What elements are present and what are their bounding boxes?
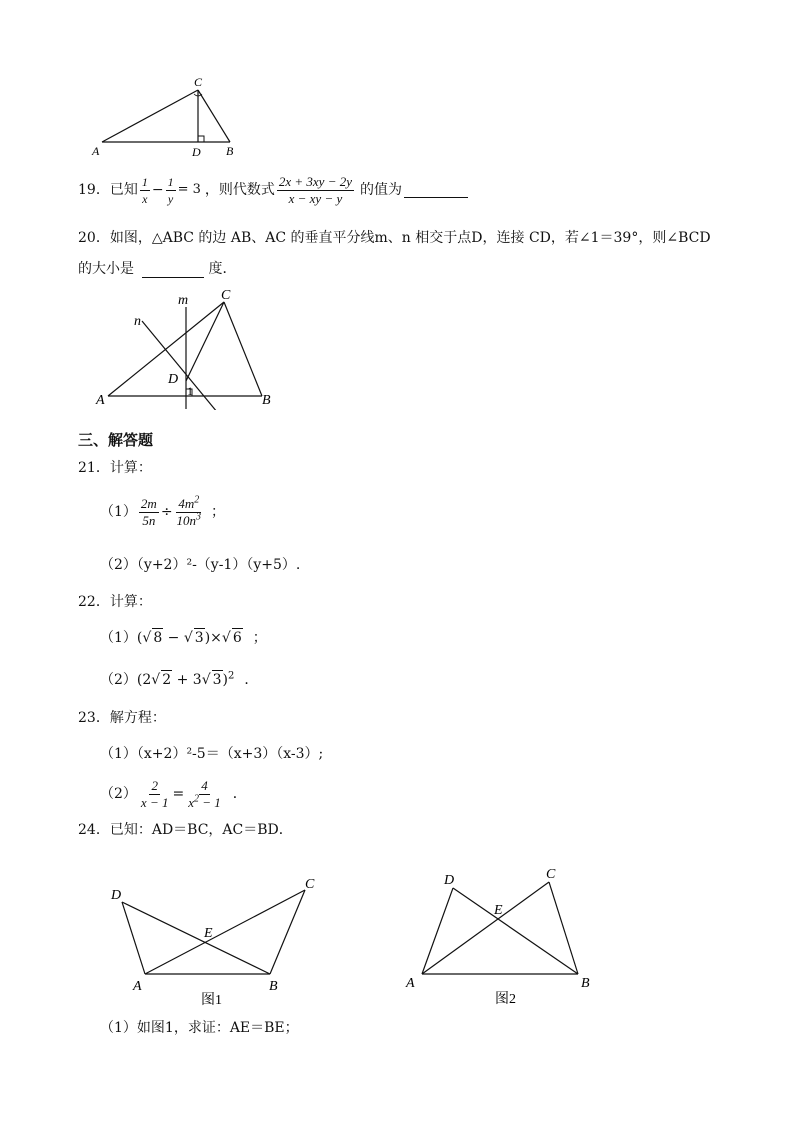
part-end: ； bbox=[252, 630, 267, 646]
question-number: 22． bbox=[78, 594, 110, 610]
fraction-1-over-y: $\frac{1}{y}$ bbox=[167, 174, 174, 206]
question-20-line2 bbox=[78, 260, 236, 278]
label-d: D bbox=[192, 145, 201, 159]
fraction-4-over-x2-minus-1: $\frac{4}{x^2 - 1}$ bbox=[188, 777, 221, 810]
fraction-1-over-x: $\frac{1}{x}$ bbox=[141, 174, 148, 206]
perpendicular-n bbox=[142, 321, 222, 410]
question-text: 的大小是 bbox=[78, 261, 134, 277]
label-a: A bbox=[92, 144, 100, 158]
question-23-part2 bbox=[100, 774, 247, 814]
answer-blank[interactable] bbox=[142, 263, 204, 278]
label-c: C bbox=[221, 288, 231, 303]
sqrt-3: 3 bbox=[194, 630, 204, 646]
part-end: ． bbox=[232, 786, 247, 802]
label-b: B bbox=[269, 979, 278, 994]
label-b: B bbox=[581, 976, 590, 991]
algebraic-expression: $\frac{2x + 3xy - 2y}{x - xy - y}$ bbox=[278, 173, 352, 206]
question-21 bbox=[78, 459, 152, 477]
label-e: E bbox=[494, 903, 503, 918]
question-22-part1: （1）(√ 8 − √ 3)×√ 6 ； bbox=[100, 630, 267, 646]
side-ac bbox=[102, 90, 198, 142]
fraction-4m2-over-10n3: $\frac{4m^2}{10n^3}$ bbox=[176, 494, 202, 528]
equals-three: = 3 bbox=[177, 182, 201, 197]
figure-1-q24 bbox=[105, 868, 330, 1008]
side-cb bbox=[224, 302, 262, 396]
segment-ac bbox=[145, 890, 305, 974]
question-23-part1: （1）（x+2）²-5＝（x+3）（x-3）; bbox=[100, 746, 324, 762]
question-23 bbox=[78, 709, 166, 727]
question-number: 20． bbox=[78, 230, 110, 246]
label-a: A bbox=[133, 979, 142, 994]
part-end: ． bbox=[244, 672, 259, 688]
question-20-line1 bbox=[78, 229, 711, 247]
exponent: 2 bbox=[228, 670, 235, 682]
equals-sign: = bbox=[172, 786, 185, 802]
part-label: （2） bbox=[100, 672, 137, 688]
question-22 bbox=[78, 593, 152, 611]
sqrt-8: 8 bbox=[153, 630, 163, 646]
label-d: D bbox=[111, 888, 122, 903]
part-label: （2） bbox=[100, 786, 137, 802]
segment-db bbox=[453, 888, 578, 974]
figure-caption: 图2 bbox=[495, 992, 516, 1007]
segment-ac bbox=[422, 882, 549, 974]
label-b: B bbox=[262, 393, 271, 408]
question-24-part1: （1）如图1，求证：AE＝BE； bbox=[100, 1020, 299, 1036]
side-ac bbox=[108, 302, 224, 396]
label-c: C bbox=[305, 877, 315, 892]
part-end: ； bbox=[211, 504, 226, 520]
question-text: 计算： bbox=[109, 594, 152, 610]
label-n: n bbox=[134, 314, 141, 329]
label-m: m bbox=[178, 293, 189, 308]
figure-2-q24 bbox=[400, 860, 600, 1010]
question-number: 24． bbox=[78, 822, 110, 838]
segment-da bbox=[122, 902, 145, 974]
question-19 bbox=[78, 172, 468, 208]
side-cb bbox=[198, 90, 230, 142]
segment-ad bbox=[422, 888, 453, 974]
sqrt-6: 6 bbox=[232, 630, 242, 646]
question-text: 计算： bbox=[109, 460, 152, 476]
right-angle-mark bbox=[198, 136, 204, 142]
question-number: 23． bbox=[78, 710, 110, 726]
question-text: 已知：AD＝BC，AC＝BD． bbox=[109, 822, 293, 838]
question-text-suffix: 的值为 bbox=[359, 182, 402, 198]
question-22-part2: （2）(2√ 2 + 3√ 3)$^2$ ． bbox=[100, 670, 259, 688]
label-c: C bbox=[194, 75, 203, 89]
segment-bc bbox=[549, 882, 578, 974]
question-text: 如图，△ABC 的边 AB、AC 的垂直平分线m、n 相交于点D，连接 CD，若∠1＝39°，则∠BCD bbox=[109, 230, 711, 246]
question-21-part2: （2）（y+2）²-（y-1）（y+5）. bbox=[100, 557, 301, 573]
sqrt-2: 2 bbox=[162, 672, 172, 688]
label-angle-1: 1 bbox=[187, 384, 193, 398]
part-label: （1） bbox=[100, 630, 137, 646]
label-a: A bbox=[406, 976, 415, 991]
segment-db bbox=[122, 902, 270, 974]
figure-caption: 图1 bbox=[201, 993, 222, 1008]
section-title: 三、解答题 bbox=[78, 431, 154, 449]
label-a: A bbox=[96, 393, 105, 408]
question-text-middle: ，则代数式 bbox=[204, 182, 275, 198]
segment-bc bbox=[270, 890, 305, 974]
triangle-figure-q18 bbox=[90, 72, 250, 162]
label-d: D bbox=[444, 873, 455, 888]
question-21-part1 bbox=[100, 492, 225, 532]
minus-sign: − bbox=[151, 182, 164, 198]
label-b: B bbox=[226, 144, 234, 158]
fraction-2-over-x-minus-1: $\frac{2}{x - 1}$ bbox=[140, 777, 169, 810]
question-number: 19． bbox=[78, 182, 110, 198]
label-d: D bbox=[168, 372, 179, 387]
label-e: E bbox=[204, 926, 213, 941]
divide-sign: ÷ bbox=[160, 504, 173, 520]
question-24 bbox=[78, 821, 293, 839]
answer-blank[interactable] bbox=[404, 183, 468, 198]
sqrt-3: 3 bbox=[212, 672, 222, 688]
question-text-end: 度． bbox=[208, 261, 237, 277]
label-c: C bbox=[546, 867, 556, 882]
triangle-figure-q20 bbox=[92, 285, 282, 410]
part-label: （1） bbox=[100, 504, 137, 520]
segment-cd bbox=[186, 302, 224, 381]
fraction-2m-over-5n: $\frac{2m}{5n}$ bbox=[140, 495, 157, 528]
question-text-prefix: 已知 bbox=[109, 182, 138, 198]
question-number: 21． bbox=[78, 460, 110, 476]
question-text: 解方程： bbox=[109, 710, 166, 726]
